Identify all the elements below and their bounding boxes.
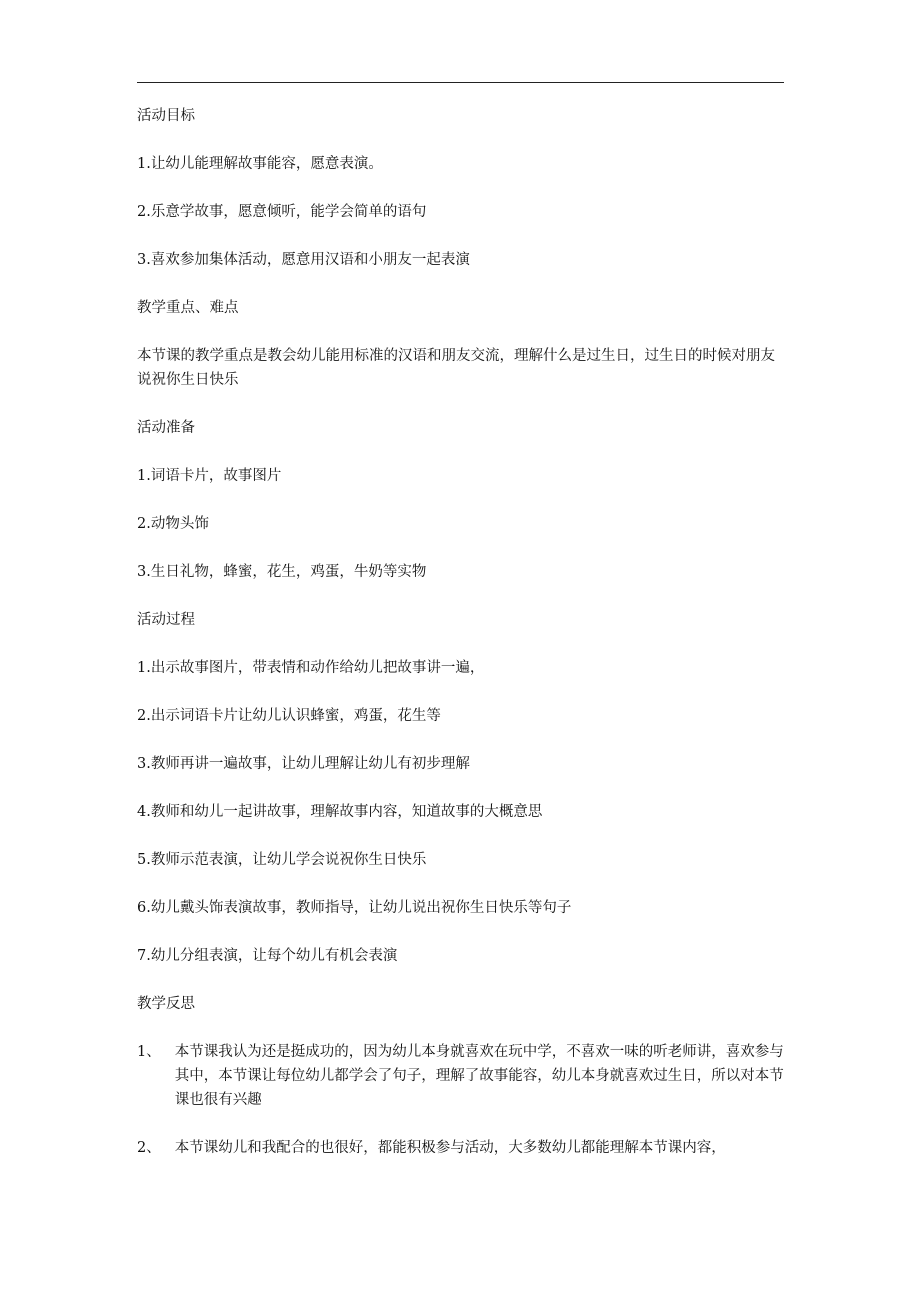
reflection-number: 1、: [137, 1044, 161, 1060]
process-step: 3.教师再讲一遍故事，让幼儿理解让幼儿有初步理解: [137, 756, 470, 772]
goal-item: 1.让幼儿能理解故事能容，愿意表演。: [137, 156, 383, 172]
section-heading-preparation: 活动准备: [137, 420, 195, 436]
document-body: [137, 104, 787, 1184]
goal-item: 2.乐意学故事，愿意倾听，能学会简单的语句: [137, 204, 427, 220]
process-step: 1.出示故事图片，带表情和动作给幼儿把故事讲一遍，: [137, 660, 485, 676]
reflection-number: 2、: [137, 1140, 161, 1156]
section-heading-focus: 教学重点、难点: [137, 300, 239, 316]
preparation-item: 3.生日礼物，蜂蜜，花生，鸡蛋，牛奶等实物: [137, 564, 427, 580]
header-rule: [137, 82, 784, 83]
section-heading-process: 活动过程: [137, 612, 195, 628]
section-heading-reflection: 教学反思: [137, 996, 195, 1012]
goal-item: 3.喜欢参加集体活动，愿意用汉语和小朋友一起表演: [137, 252, 470, 268]
process-step: 7.幼儿分组表演，让每个幼儿有机会表演: [137, 948, 398, 964]
focus-paragraph: 本节课的教学重点是教会幼儿能用标准的汉语和朋友交流，理解什么是过生日，过生日的时候对朋友说祝你生日快乐: [137, 348, 775, 388]
preparation-item: 1.词语卡片，故事图片: [137, 468, 282, 484]
process-step: 4.教师和幼儿一起讲故事，理解故事内容，知道故事的大概意思: [137, 804, 543, 820]
section-heading-goals: 活动目标: [137, 108, 195, 124]
reflection-text: 本节课我认为还是挺成功的，因为幼儿本身就喜欢在玩中学，不喜欢一味的听老师讲，喜欢参与其中，本节课让每位幼儿都学会了句子，理解了故事能容，幼儿本身就喜欢过生日，所以对本节课也很有兴趣: [174, 1044, 784, 1108]
reflection-item: [137, 1136, 787, 1160]
preparation-item: 2.动物头饰: [137, 516, 209, 532]
process-step: 2.出示词语卡片让幼儿认识蜂蜜，鸡蛋，花生等: [137, 708, 441, 724]
process-step: 6.幼儿戴头饰表演故事，教师指导，让幼儿说出祝你生日快乐等句子: [137, 900, 572, 916]
process-step: 5.教师示范表演，让幼儿学会说祝你生日快乐: [137, 852, 427, 868]
reflection-item: [137, 1040, 787, 1112]
reflection-text: 本节课幼儿和我配合的也很好，都能积极参与活动，大多数幼儿都能理解本节课内容，: [174, 1140, 726, 1156]
